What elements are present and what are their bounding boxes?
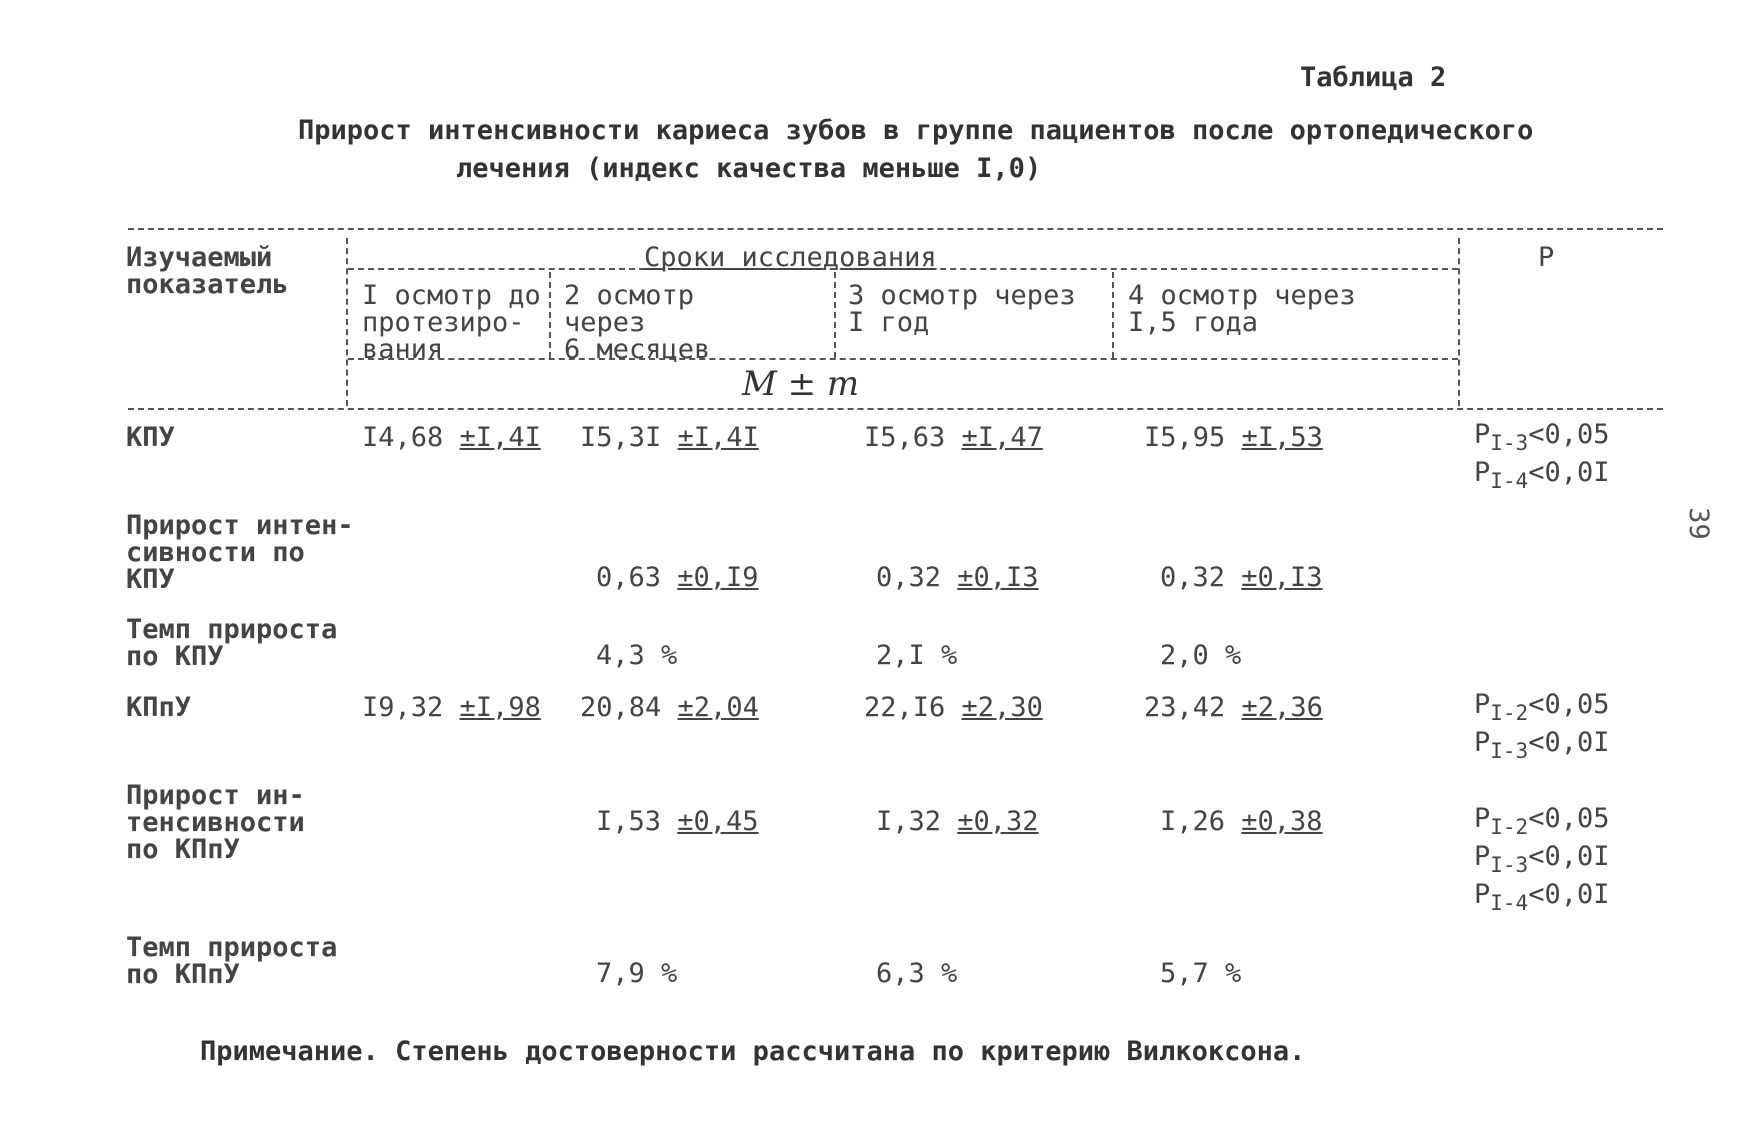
col-divider-3-4	[1112, 272, 1114, 358]
cell-kpu-1: I4,68 ±I,4I	[362, 422, 541, 453]
cell-kppu-4: 23,42 ±2,36	[1144, 692, 1323, 723]
p-kppu-2: $P_{I-3}<0,0I$	[1474, 727, 1610, 763]
row-label-kpu-increase: Прирост интен- сивности по КПУ	[126, 510, 354, 595]
cell-kppu-rate-4: 5,7 %	[1160, 958, 1242, 989]
cell-kppu-rate-2: 7,9 %	[596, 958, 678, 989]
col-divider-p	[1458, 238, 1460, 406]
header-mean-error: M ± m	[742, 364, 860, 404]
header-col-1: I осмотр до протезиро- вания	[362, 280, 541, 365]
cell-kppu-rate-3: 6,3 %	[876, 958, 958, 989]
header-col-3: 3 осмотр через I год	[848, 280, 1076, 338]
cell-kppu-2: 20,84 ±2,04	[580, 692, 759, 723]
row-label-kppu-rate: Темп прироста по КПпУ	[126, 932, 338, 990]
header-col-4: 4 осмотр через I,5 года	[1128, 280, 1356, 338]
table-top-rule	[128, 228, 1663, 230]
row-label-kpu: КПУ	[126, 422, 175, 453]
cell-kpu-rate-2: 4,3 %	[596, 640, 678, 671]
p-kppu-increase-1: $P_{I-2}<0,05$	[1474, 803, 1610, 839]
header-p: P	[1538, 242, 1555, 273]
table-title-line-1: Прирост интенсивности кариеса зубов в группе пациентов после ортопедического	[298, 115, 1534, 146]
header-bottom-rule	[128, 408, 1663, 410]
cell-kppu-3: 22,I6 ±2,30	[864, 692, 1043, 723]
table-note: Примечание. Степень достоверности рассчитана по критерию Вилкоксона.	[200, 1036, 1306, 1067]
cell-kpu-4: I5,95 ±I,53	[1144, 422, 1323, 453]
cell-kpu-increase-4: 0,32 ±0,I3	[1160, 562, 1323, 593]
cell-kpu-increase-3: 0,32 ±0,I3	[876, 562, 1039, 593]
header-terms: Сроки исследования	[644, 242, 937, 273]
col-divider-2-3	[834, 272, 836, 358]
table-number: Таблица 2	[1300, 62, 1447, 93]
cell-kppu-1: I9,32 ±I,98	[362, 692, 541, 723]
p-kpu-1: $P_{I-3}<0,05$	[1474, 419, 1610, 455]
col-divider-1-2	[549, 272, 551, 358]
cell-kppu-increase-4: I,26 ±0,38	[1160, 806, 1323, 837]
header-col-2: 2 осмотр через 6 месяцев	[564, 280, 711, 365]
cell-kpu-rate-4: 2,0 %	[1160, 640, 1242, 671]
page-number: 39	[1682, 507, 1714, 540]
header-indicator: Изучаемый показатель	[126, 242, 289, 300]
cell-kppu-increase-2: I,53 ±0,45	[596, 806, 759, 837]
table-title-line-2: лечения (индекс качества меньше I,0)	[456, 153, 1042, 184]
p-kppu-increase-2: $P_{I-3}<0,0I$	[1474, 841, 1610, 877]
row-label-kppu: КПпУ	[126, 692, 192, 723]
cell-kpu-rate-3: 2,I %	[876, 640, 958, 671]
cell-kpu-3: I5,63 ±I,47	[864, 422, 1043, 453]
cell-kpu-increase-2: 0,63 ±0,I9	[596, 562, 759, 593]
col-divider-indicator	[346, 238, 348, 406]
row-label-kppu-increase: Прирост ин- тенсивности по КПпУ	[126, 780, 305, 865]
cell-kppu-increase-3: I,32 ±0,32	[876, 806, 1039, 837]
row-label-kpu-rate: Темп прироста по КПУ	[126, 614, 338, 672]
p-kppu-increase-3: $P_{I-4}<0,0I$	[1474, 879, 1610, 915]
p-kppu-1: $P_{I-2}<0,05$	[1474, 689, 1610, 725]
cell-kpu-2: I5,3I ±I,4I	[580, 422, 759, 453]
p-kpu-2: $P_{I-4}<0,0I$	[1474, 457, 1610, 493]
